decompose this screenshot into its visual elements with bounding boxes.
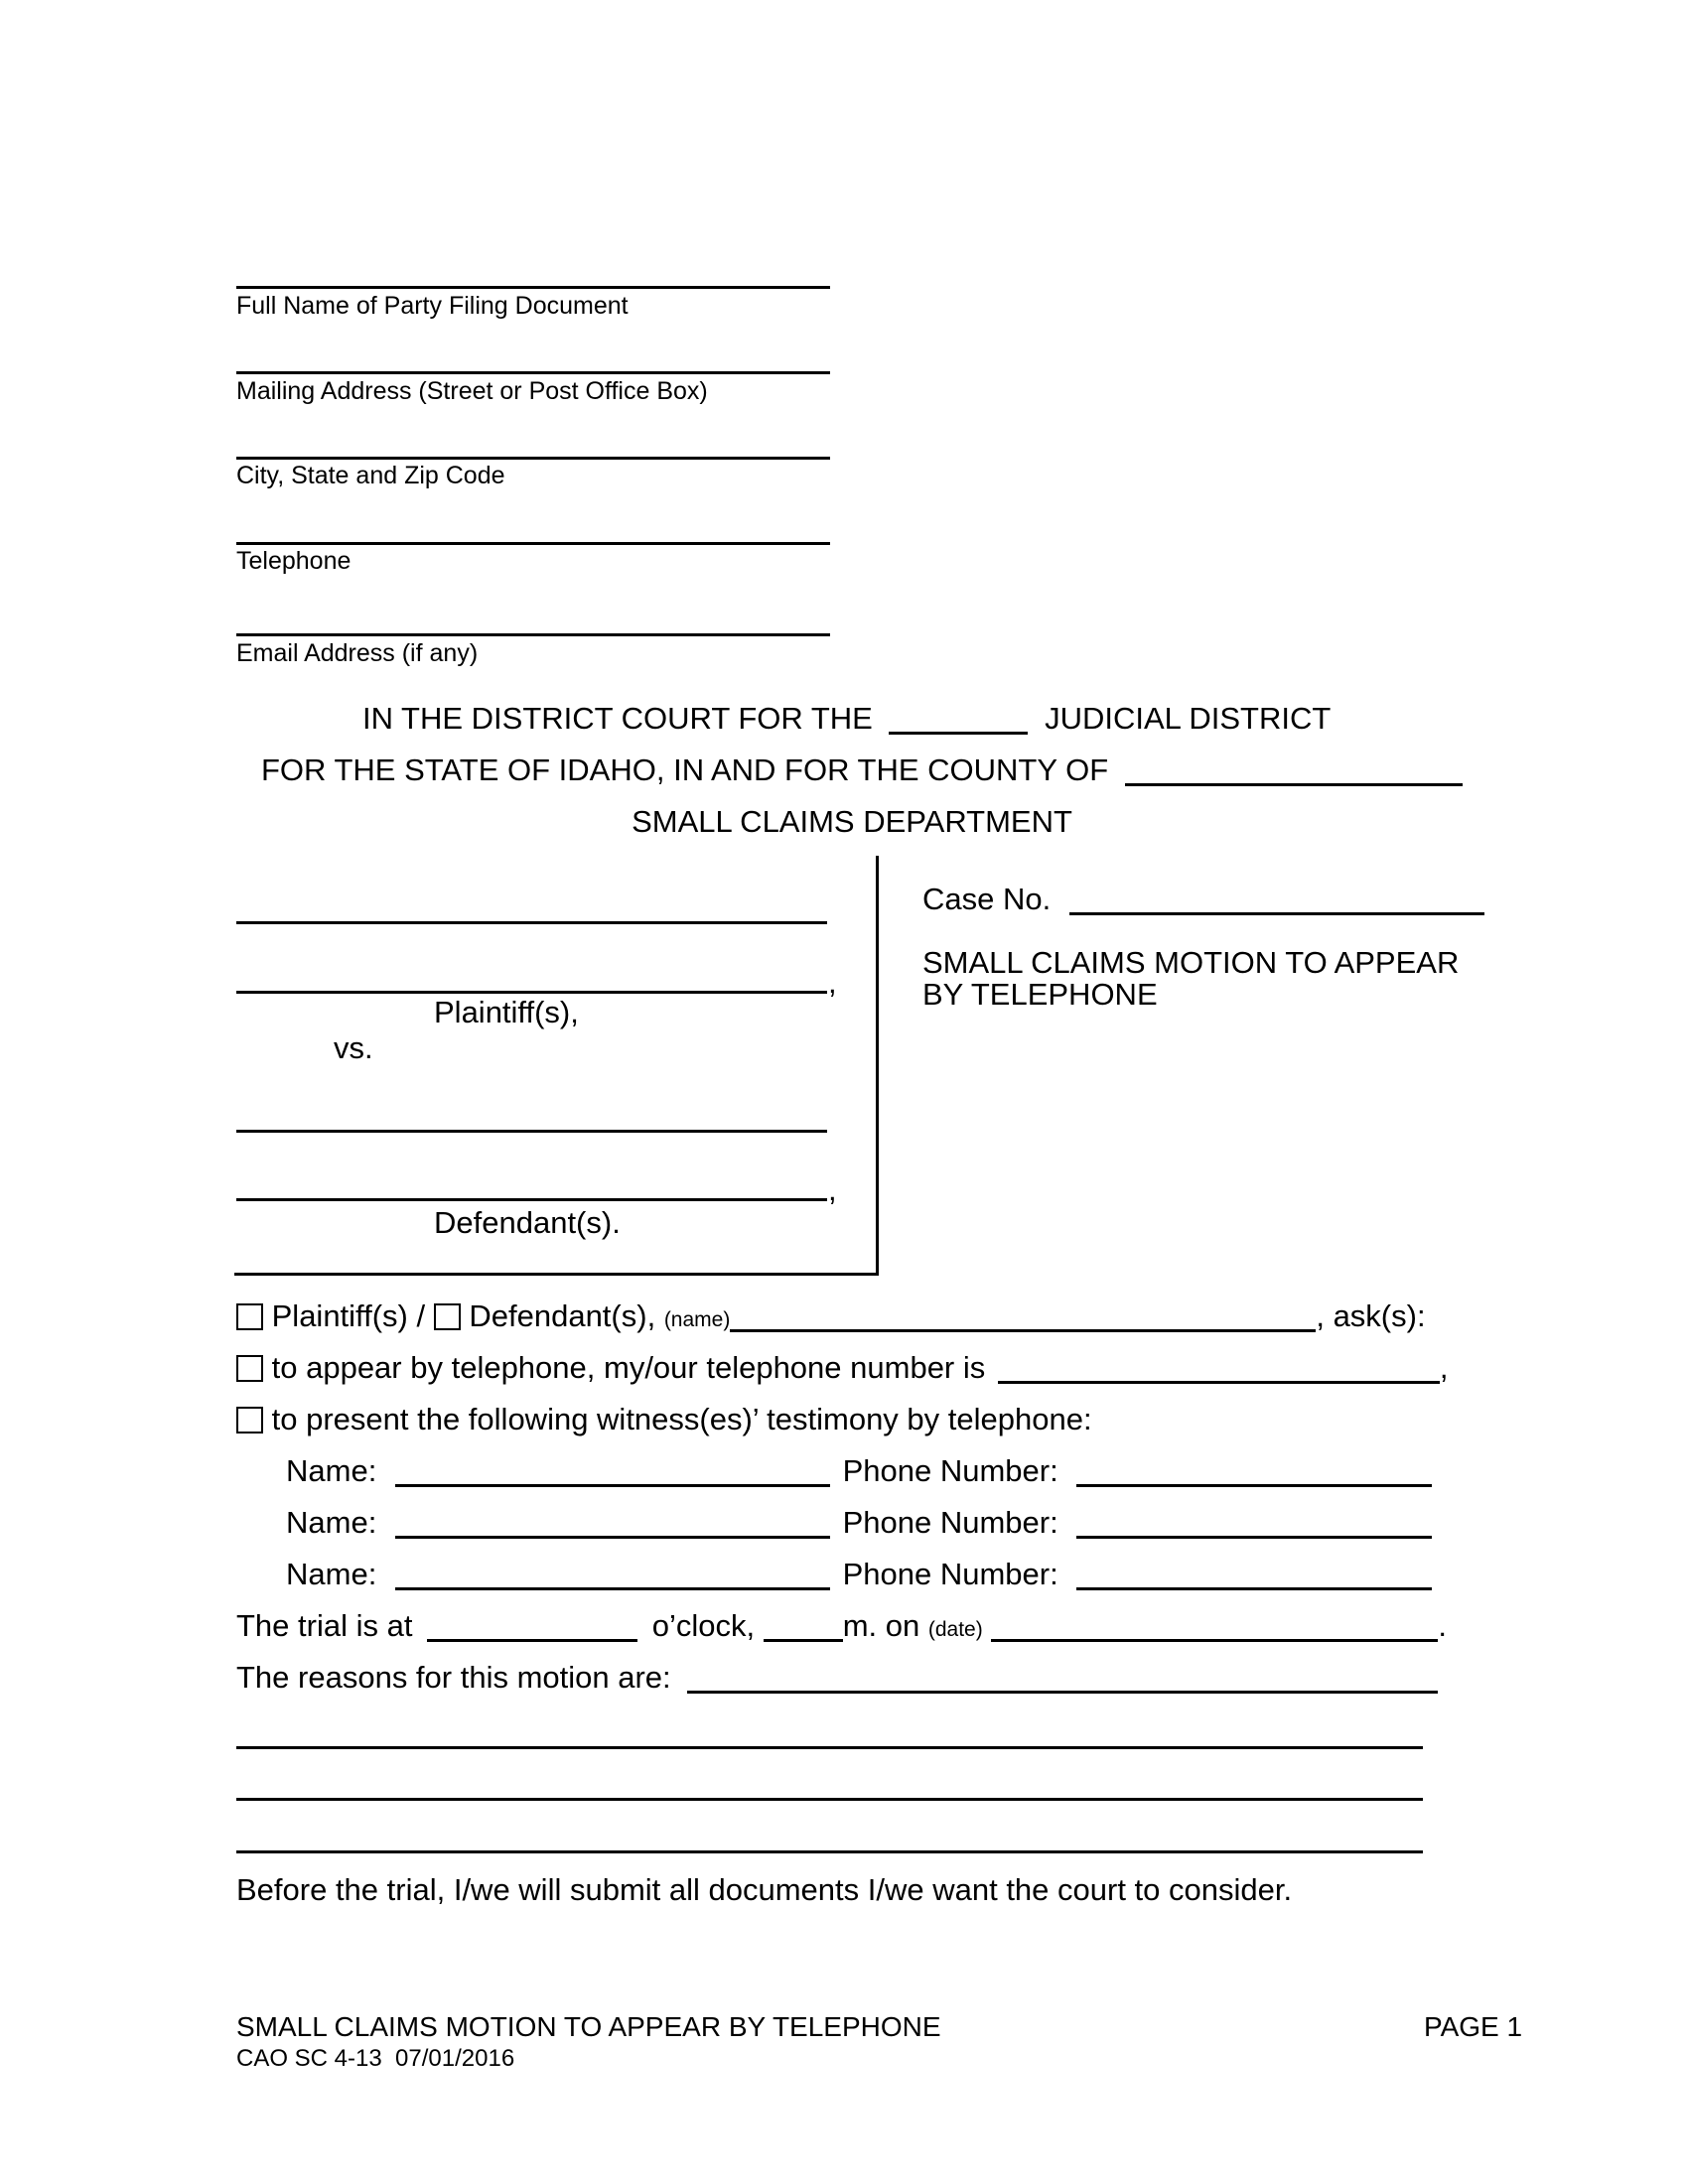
- form-title-line2: BY TELEPHONE: [922, 977, 1158, 1012]
- caption-divider-bottom: [234, 1273, 879, 1276]
- footer-page-number: PAGE 1: [1424, 2011, 1523, 2042]
- appear-telephone-row: [236, 1350, 1449, 1386]
- witness-testimony-label: to present the following witness(es)’ testimony by telephone:: [271, 1402, 1092, 1436]
- defendant-comma: ,: [828, 1172, 837, 1207]
- plaintiff-option-label: Plaintiff(s) /: [271, 1298, 426, 1333]
- trial-oclock-label: o’clock,: [651, 1608, 756, 1643]
- city-state-zip-line[interactable]: [236, 457, 830, 460]
- witness-phone-label: Phone Number:: [842, 1505, 1058, 1540]
- mailing-address-label: Mailing Address (Street or Post Office Box): [236, 377, 708, 405]
- case-number-field[interactable]: [1069, 883, 1484, 915]
- court-header-line1-left: IN THE DISTRICT COURT FOR THE: [362, 701, 873, 736]
- appear-telephone-label: to appear by telephone, my/our telephone number is: [271, 1350, 986, 1385]
- witness-row: [286, 1557, 1432, 1592]
- telephone-number-field[interactable]: [998, 1351, 1440, 1384]
- party-name-field[interactable]: [730, 1299, 1316, 1332]
- county-field[interactable]: [1125, 753, 1463, 786]
- witness-row: [286, 1453, 1432, 1489]
- witness-phone-field[interactable]: [1076, 1454, 1432, 1487]
- mailing-address-line[interactable]: [236, 371, 830, 374]
- date-hint: (date): [927, 1618, 983, 1641]
- name-hint: (name): [663, 1308, 731, 1331]
- trial-m-on-label: m. on: [842, 1608, 920, 1643]
- witness-name-label: Name:: [286, 1453, 377, 1488]
- reasons-line-4[interactable]: [236, 1850, 1423, 1853]
- reasons-line-2[interactable]: [236, 1746, 1423, 1749]
- telephone-label: Telephone: [236, 547, 352, 575]
- closing-statement: Before the trial, I/we will submit all documents I/we want the court to consider.: [236, 1872, 1293, 1907]
- reasons-line-3[interactable]: [236, 1798, 1423, 1801]
- judicial-district-field[interactable]: [889, 702, 1028, 735]
- caption-divider-vertical: [876, 856, 879, 1275]
- appear-telephone-checkbox[interactable]: [236, 1355, 263, 1382]
- witness-testimony-row: [236, 1402, 1092, 1437]
- plaintiff-checkbox[interactable]: [236, 1303, 263, 1330]
- plaintiffs-label: Plaintiff(s),: [434, 995, 579, 1029]
- trial-hour-field[interactable]: [427, 1609, 637, 1642]
- case-number-label: Case No.: [922, 882, 1052, 916]
- defendant-line-1[interactable]: [236, 1130, 827, 1133]
- defendant-line-2[interactable]: [236, 1198, 827, 1201]
- plaintiff-line-1[interactable]: [236, 921, 827, 924]
- reasons-label: The reasons for this motion are:: [236, 1660, 671, 1695]
- witness-phone-field[interactable]: [1076, 1558, 1432, 1590]
- case-number-row: [922, 882, 1484, 917]
- footer-form-code: CAO SC 4-13 07/01/2016: [236, 2045, 515, 2072]
- witness-phone-field[interactable]: [1076, 1506, 1432, 1539]
- trial-end: .: [1438, 1608, 1447, 1643]
- defendants-label: Defendant(s).: [434, 1205, 621, 1240]
- plaintiff-comma: ,: [828, 965, 837, 1000]
- court-header-line1-right: JUDICIAL DISTRICT: [1045, 701, 1332, 736]
- defendant-option-label: Defendant(s),: [469, 1298, 656, 1333]
- witness-row: [286, 1505, 1432, 1541]
- trial-time-row: [236, 1608, 1447, 1644]
- vs-label: vs.: [334, 1030, 373, 1065]
- witness-phone-label: Phone Number:: [842, 1557, 1058, 1591]
- reasons-row: [236, 1660, 1438, 1696]
- full-name-label: Full Name of Party Filing Document: [236, 292, 629, 320]
- party-selection-row: [236, 1298, 1426, 1334]
- court-header-line2-text: FOR THE STATE OF IDAHO, IN AND FOR THE COUNTY OF: [261, 752, 1109, 787]
- court-header-line2: [261, 752, 1463, 788]
- defendant-checkbox[interactable]: [434, 1303, 461, 1330]
- email-line[interactable]: [236, 633, 830, 636]
- court-header-line3: SMALL CLAIMS DEPARTMENT: [632, 804, 1072, 839]
- appear-telephone-end: ,: [1439, 1350, 1449, 1385]
- witness-name-field[interactable]: [395, 1506, 830, 1539]
- form-title-line1: SMALL CLAIMS MOTION TO APPEAR: [922, 945, 1460, 980]
- email-label: Email Address (if any): [236, 639, 479, 667]
- trial-prefix-label: The trial is at: [236, 1608, 413, 1643]
- witness-name-field[interactable]: [395, 1454, 830, 1487]
- asks-label: , ask(s):: [1316, 1298, 1426, 1333]
- trial-ampm-field[interactable]: [764, 1609, 843, 1642]
- court-header-line1: [362, 701, 1331, 737]
- witness-name-field[interactable]: [395, 1558, 830, 1590]
- reasons-field-1[interactable]: [687, 1661, 1438, 1694]
- city-state-zip-label: City, State and Zip Code: [236, 462, 505, 489]
- witness-name-label: Name:: [286, 1557, 377, 1591]
- telephone-line[interactable]: [236, 542, 830, 545]
- full-name-line[interactable]: [236, 286, 830, 289]
- witness-name-label: Name:: [286, 1505, 377, 1540]
- trial-date-field[interactable]: [991, 1609, 1438, 1642]
- witness-phone-label: Phone Number:: [842, 1453, 1058, 1488]
- witness-testimony-checkbox[interactable]: [236, 1407, 263, 1433]
- plaintiff-line-2[interactable]: [236, 991, 827, 994]
- footer-title: SMALL CLAIMS MOTION TO APPEAR BY TELEPHONE: [236, 2011, 941, 2042]
